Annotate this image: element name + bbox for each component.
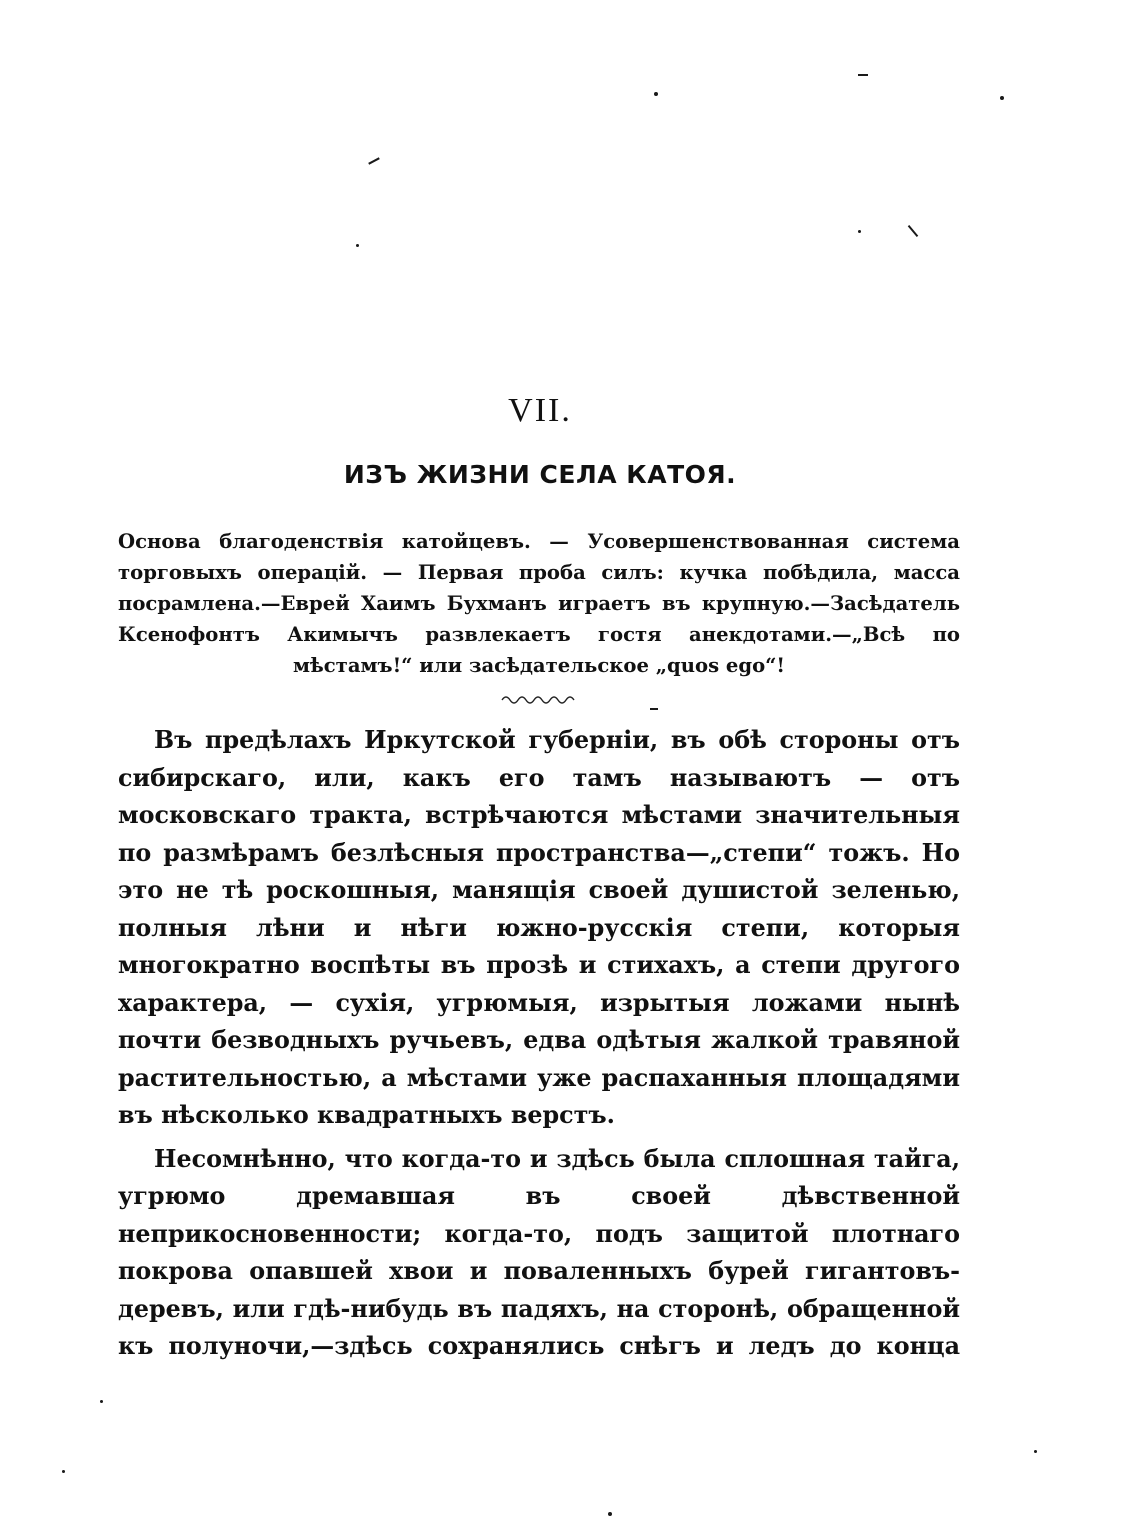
print-speck <box>654 92 658 96</box>
print-speck <box>356 244 359 247</box>
print-speck <box>100 1400 103 1403</box>
print-speck <box>608 1512 612 1516</box>
ornament-divider <box>500 692 580 706</box>
print-speck <box>368 157 380 164</box>
print-speck <box>62 1470 65 1473</box>
paragraph: Въ предѣлахъ Иркутской губерніи, въ обѣ стороны отъ сибирскаго, или, какъ его тамъ называютъ — отъ московскаго тракта, встрѣчаются мѣстами значительныя по размѣрамъ безлѣсныя пространства—„степи“ тожъ. Но это не тѣ роскошныя, манящія своей душистой зеленью, полныя лѣни и нѣги южно-русскія степи, которыя многократно воспѣты въ прозѣ и стихахъ, а степи другого характера, — сухія, угрюмыя, изрытыя ложами нынѣ почти безводныхъ ручьевъ, едва одѣтыя жалкой травяной растительностью, а мѣстами уже распаханныя площадями въ нѣсколько квадратныхъ верстъ. <box>118 726 960 1129</box>
print-speck <box>1034 1450 1037 1453</box>
print-speck <box>1000 96 1004 100</box>
chapter-title: ИЗЪ ЖИЗНИ СЕЛА КАТОЯ. <box>343 460 737 489</box>
chapter-number: VII. <box>508 392 572 429</box>
print-speck <box>858 230 861 233</box>
print-speck <box>650 708 658 710</box>
print-speck <box>858 74 868 76</box>
paragraph: Несомнѣнно, что когда-то и здѣсь была сплошная тайга, угрюмо дремавшая въ своей дѣвственной неприкосновенности; когда-то, подъ защитой плотнаго покрова опавшей хвои и поваленныхъ бурей гигантовъ-деревъ, или гдѣ-нибудь въ падяхъ, на сторонѣ, обращенной къ полуночи,—здѣсь сохранялись снѣгъ и ледъ до конца <box>118 1144 960 1360</box>
chapter-synopsis: Основа благоденствія катойцевъ. — Усовершенствованная система торговыхъ операцій. — Первая проба силъ: кучка побѣдила, масса посрамлена.—Еврей Хаимъ Бухманъ играетъ въ крупную.—Засѣдатель Ксенофонтъ Акимычъ развлекаетъ гостя анекдотами.—„Всѣ по мѣстамъ!“ или засѣдательское „quos ego“! <box>118 530 960 677</box>
print-speck <box>908 225 919 237</box>
body-text <box>118 722 960 1366</box>
